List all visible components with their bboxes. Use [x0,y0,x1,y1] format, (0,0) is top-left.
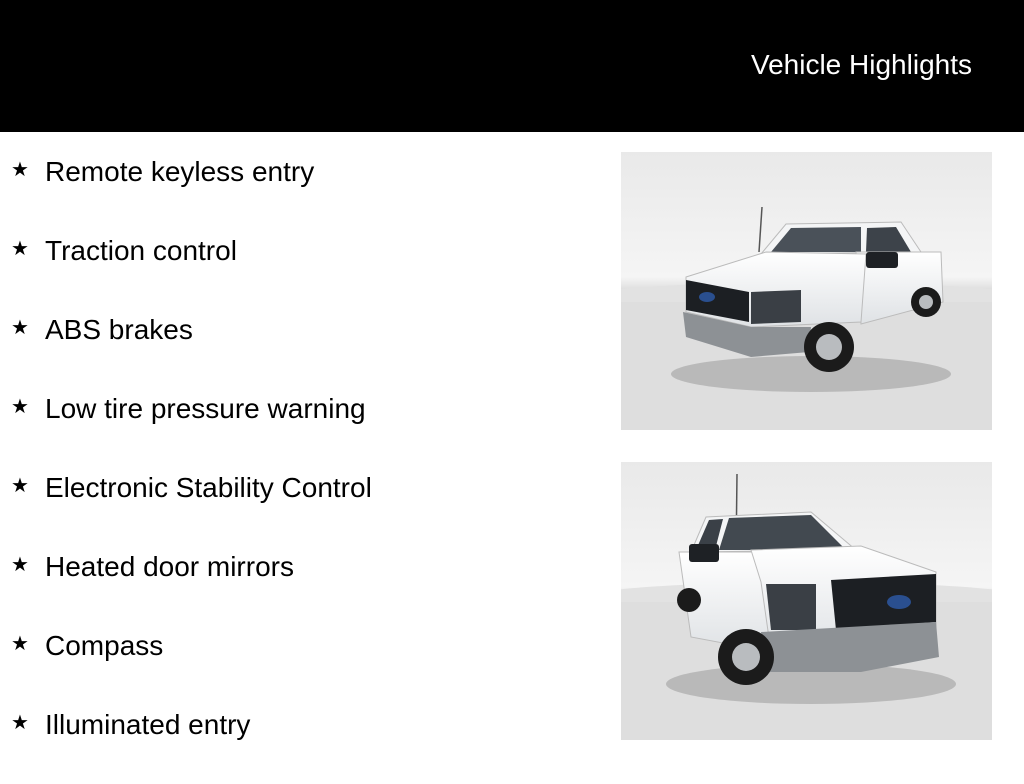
feature-item [0,626,600,705]
star-icon: ★ [11,554,29,576]
feature-item [0,310,600,389]
feature-item [0,705,600,784]
feature-label: Electronic Stability Control [45,472,372,503]
star-icon: ★ [11,633,29,655]
feature-label: Compass [45,630,164,661]
vehicle-photo-2[interactable] [621,462,992,740]
feature-item [0,547,600,626]
feature-label: ABS brakes [45,314,193,345]
header-bar [0,0,1024,132]
feature-label: Illuminated entry [45,709,251,740]
feature-label: Low tire pressure warning [45,393,366,424]
star-icon: ★ [11,396,29,418]
feature-label: Heated door mirrors [45,551,294,582]
star-icon: ★ [11,159,29,181]
feature-list [0,152,600,784]
feature-label: Remote keyless entry [45,156,315,187]
feature-item [0,231,600,310]
star-icon: ★ [11,238,29,260]
page-title: Vehicle Highlights [750,49,972,80]
feature-item [0,468,600,547]
star-icon: ★ [11,475,29,497]
feature-item [0,389,600,468]
star-icon: ★ [11,317,29,339]
vehicle-photo-1[interactable] [621,152,992,430]
star-icon: ★ [11,712,29,734]
feature-label: Traction control [45,235,237,266]
feature-item [0,152,600,231]
